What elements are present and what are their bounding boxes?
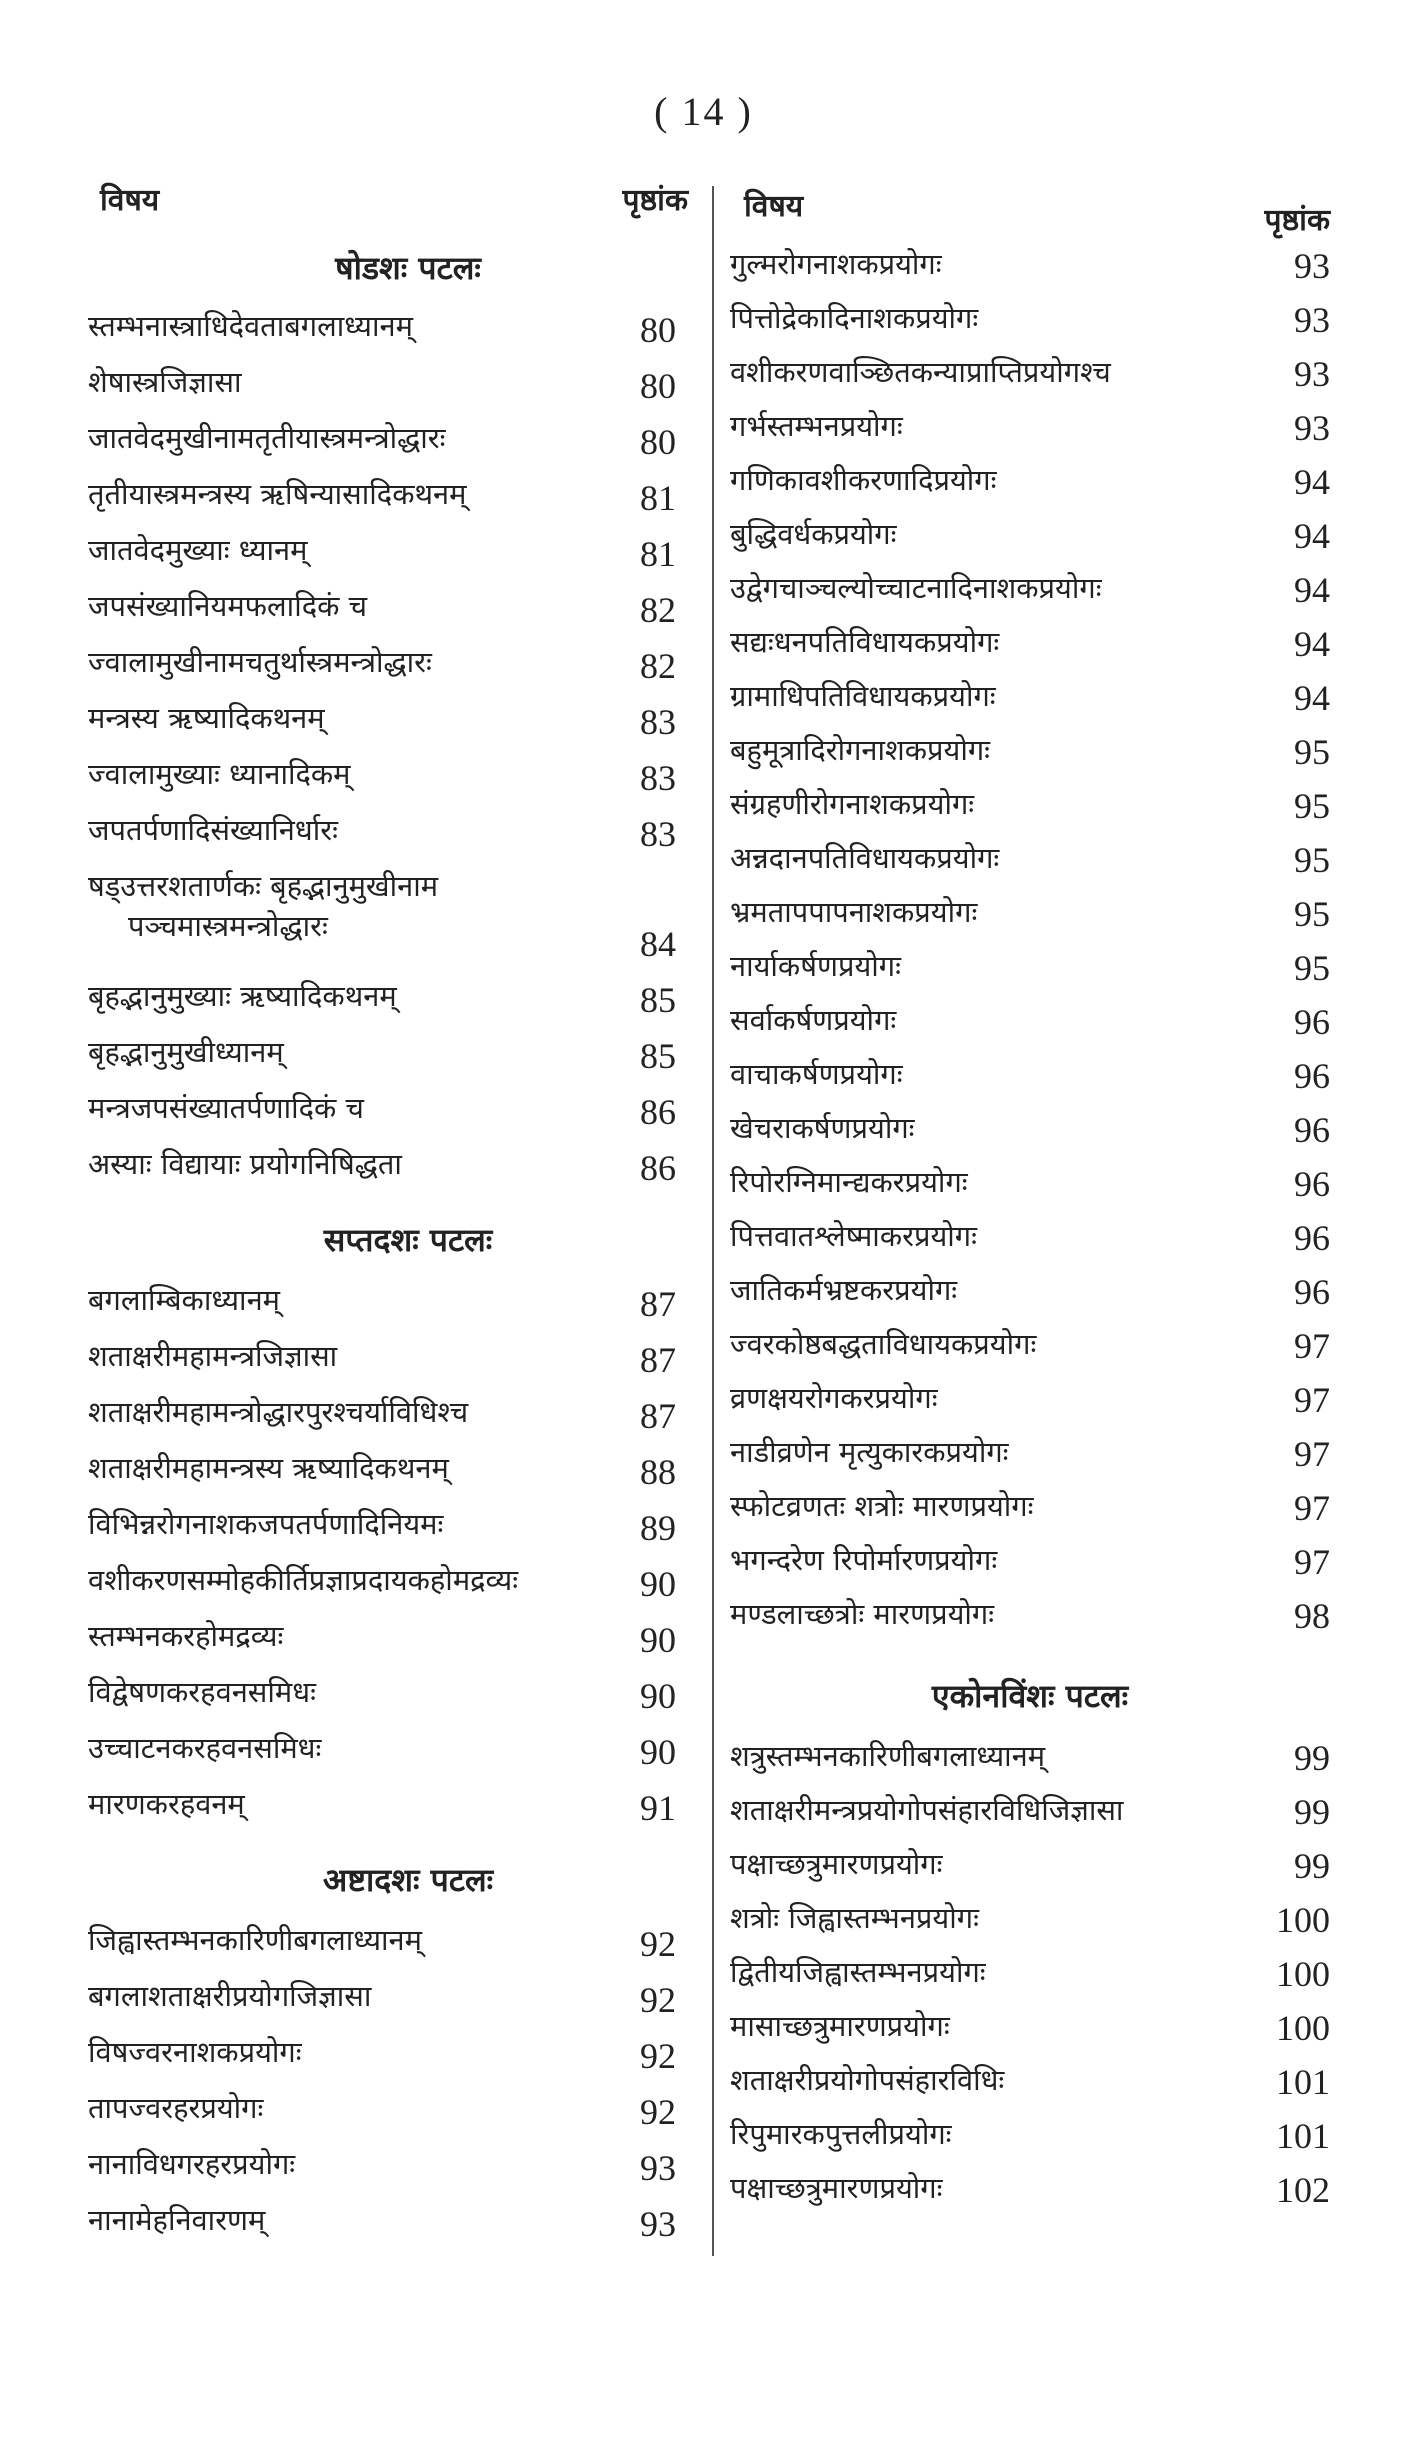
entry-page-number: 87 [640, 1340, 676, 1380]
section-title: सप्तदशः पटलः [323, 1221, 493, 1259]
entry-page-number: 90 [640, 1564, 676, 1604]
entry-text [88, 1616, 283, 1656]
entry-page-number: 83 [640, 814, 676, 854]
entry-page-number: 93 [640, 2204, 676, 2244]
entry-text [730, 2060, 1004, 2100]
entry-page-number: 99 [1294, 1846, 1330, 1886]
entry-text [730, 676, 996, 716]
entry-text [730, 514, 897, 554]
toc-entry [88, 804, 688, 860]
entry-text-line: पित्तवातश्लेष्माकरप्रयोगः [730, 1219, 977, 1253]
entry-text [730, 2168, 942, 2208]
entry-page-number: 100 [1276, 1900, 1330, 1940]
entry-text [730, 568, 1102, 608]
entry-text-line: मन्त्रस्य ऋष्यादिकथनम् [88, 701, 325, 735]
entry-text [730, 1270, 957, 1310]
entry-text-line: नानामेहनिवारणम् [88, 2203, 266, 2237]
entry-text [88, 306, 413, 346]
toc-entry [730, 940, 1330, 994]
toc-entry [730, 1534, 1330, 1588]
entry-text-line: जातिकर्मभ्रष्टकरप्रयोगः [730, 1273, 958, 1307]
entry-text [730, 352, 1111, 392]
toc-entry [88, 970, 688, 1026]
entry-text-line: षड्उत्तरशतार्णकः बृहद्भानुमुखीनाम [88, 869, 439, 903]
entry-text [88, 2032, 302, 2072]
toc-entry [730, 1156, 1330, 1210]
toc-entry [88, 356, 688, 412]
entry-text-line: मन्त्रजपसंख्यातर्पणादिकं च [88, 1091, 364, 1125]
entry-page-number: 95 [1294, 786, 1330, 826]
entry-text-line: गुल्मरोगनाशकप्रयोगः [730, 247, 942, 281]
page-number: ( 14 ) [654, 89, 753, 134]
entry-text-line: द्वितीयजिह्वास्तम्भनप्रयोगः [730, 1955, 986, 1989]
entry-text-line: पक्षाच्छत्रुमारणप्रयोगः [730, 1847, 943, 1881]
entry-text [88, 1784, 245, 1824]
toc-entry [730, 886, 1330, 940]
entry-text [88, 2088, 263, 2128]
entry-text-line: वशीकरणवाञ्छितकन्याप्राप्तिप्रयोगश्च [730, 355, 1111, 389]
entry-page-number: 92 [640, 1924, 676, 1964]
entry-text-line: मारणकरहवनम् [88, 1787, 245, 1821]
left-column [88, 178, 688, 2250]
toc-entry [730, 832, 1330, 886]
entry-page-number: 97 [1294, 1434, 1330, 1474]
entry-text [88, 1392, 468, 1432]
entry-text-line: शताक्षरीमन्त्रप्रयोगोपसंहारविधिजिज्ञासा [730, 1793, 1124, 1827]
entry-text-line: जातवेदमुख्याः ध्यानम् [88, 533, 308, 567]
entry-text-line: स्तम्भनकरहोमद्रव्यः [88, 1619, 284, 1653]
toc-entry [730, 670, 1330, 724]
entry-page-number: 90 [640, 1620, 676, 1660]
entry-text [88, 530, 307, 570]
entry-text-line: वशीकरणसम्मोहकीर्तिप्रज्ञाप्रदायकहोमद्रव्यः [88, 1563, 519, 1597]
entry-page-number: 83 [640, 702, 676, 742]
entry-text-line: तृतीयास्त्रमन्त्रस्य ऋषिन्यासादिकथनम् [88, 477, 467, 511]
toc-entry [730, 2054, 1330, 2108]
entry-page-number: 96 [1294, 1164, 1330, 1204]
toc-entry [88, 1970, 688, 2026]
entry-text-line: ज्वालामुख्याः ध्यानादिकम् [88, 757, 351, 791]
entry-page-number: 93 [1294, 408, 1330, 448]
entry-page-number: 97 [1294, 1542, 1330, 1582]
entry-text [730, 622, 999, 662]
toc-entry [730, 1480, 1330, 1534]
toc-entry [730, 724, 1330, 778]
toc-entry [88, 1666, 688, 1722]
toc-entry [88, 300, 688, 356]
entry-page-number: 97 [1294, 1326, 1330, 1366]
column-header [88, 178, 688, 238]
entry-text [730, 730, 990, 770]
entry-text-line: स्तम्भनास्त्राधिदेवताबगलाध्यानम् [88, 309, 413, 343]
entry-text [88, 418, 445, 458]
entry-text [88, 474, 466, 514]
entry-text-line: गणिकावशीकरणादिप्रयोगः [730, 463, 997, 497]
entry-text [730, 2114, 952, 2154]
entry-page-number: 87 [640, 1284, 676, 1324]
entry-page-number: 95 [1294, 894, 1330, 934]
toc-entry [730, 2000, 1330, 2054]
toc-entry [730, 1838, 1330, 1892]
entry-page-number: 102 [1276, 2170, 1330, 2210]
toc-entry [88, 1722, 688, 1778]
entry-text-line: खेचराकर्षणप्रयोगः [730, 1111, 915, 1145]
toc-entry [730, 778, 1330, 832]
entry-page-number: 87 [640, 1396, 676, 1436]
entry-text-line: जपसंख्यानियमफलादिकं च [88, 589, 368, 623]
entry-page-number: 101 [1276, 2062, 1330, 2102]
header-page: पृष्ठांक [622, 183, 688, 218]
entry-text-line: ज्वालामुखीनामचतुर्थास्त्रमन्त्रोद्धारः [88, 645, 432, 679]
toc-entry [730, 1588, 1330, 1642]
entry-text [88, 754, 350, 794]
toc-entry [88, 860, 688, 970]
toc-entry [730, 454, 1330, 508]
entry-page-number: 100 [1276, 2008, 1330, 2048]
entry-text-line: बृहद्भानुमुख्याः ऋष्यादिकथनम् [88, 979, 397, 1013]
entry-text [730, 892, 977, 932]
entry-page-number: 97 [1294, 1488, 1330, 1528]
entry-text [88, 1088, 364, 1128]
entry-text-line: शताक्षरीमहामन्त्रस्य ऋष्यादिकथनम् [88, 1451, 449, 1485]
entry-text [88, 698, 325, 738]
entry-text [730, 1898, 979, 1938]
entry-text [88, 1976, 371, 2016]
entry-text-line: मण्डलाच्छत्रोः मारणप्रयोगः [730, 1597, 995, 1631]
column-body [730, 238, 1330, 2216]
toc-entry [730, 1892, 1330, 1946]
entry-text [88, 1280, 280, 1320]
toc-entry [730, 1318, 1330, 1372]
entry-page-number: 99 [1294, 1792, 1330, 1832]
toc-entry [730, 2108, 1330, 2162]
entry-text [730, 1844, 942, 1884]
entry-page-number: 94 [1294, 516, 1330, 556]
toc-entry [730, 1372, 1330, 1426]
entry-text [730, 298, 978, 338]
entry-page-number: 96 [1294, 1110, 1330, 1150]
entry-page-number: 96 [1294, 1218, 1330, 1258]
entry-page-number: 90 [640, 1732, 676, 1772]
entry-page-number: 98 [1294, 1596, 1330, 1636]
toc-entry [88, 1442, 688, 1498]
toc-entry [730, 346, 1330, 400]
entry-text [88, 1144, 402, 1184]
toc-entry [88, 580, 688, 636]
entry-page-number: 92 [640, 1980, 676, 2020]
entry-text-line: संग्रहणीरोगनाशकप्रयोगः [730, 787, 975, 821]
entry-page-number: 80 [640, 310, 676, 350]
toc-entry [730, 1426, 1330, 1480]
toc-entry [88, 1026, 688, 1082]
entry-text [88, 976, 397, 1016]
toc-entry [88, 412, 688, 468]
right-column [730, 178, 1330, 2216]
entry-page-number: 85 [640, 1036, 676, 1076]
entry-text [730, 1216, 977, 1256]
column-header [730, 178, 1330, 238]
entry-page-number: 82 [640, 590, 676, 630]
entry-text-line: वाचाकर्षणप्रयोगः [730, 1057, 903, 1091]
entry-text [730, 1324, 1036, 1364]
entry-text [730, 460, 996, 500]
entry-text-line: सद्यःधनपतिविधायकप्रयोगः [730, 625, 1000, 659]
entry-text-continuation: पञ्चमास्त्रमन्त्रोद्धारः [128, 909, 328, 943]
toc-entry [88, 636, 688, 692]
entry-text [88, 1728, 321, 1768]
toc-entry [88, 1274, 688, 1330]
entry-text-line: बगलाम्बिकाध्यानम् [88, 1283, 281, 1317]
entry-text [730, 1054, 903, 1094]
entry-text-line: बहुमूत्रादिरोगनाशकप्रयोगः [730, 733, 991, 767]
toc-entry [730, 1946, 1330, 2000]
entry-page-number: 94 [1294, 624, 1330, 664]
entry-page-number: 97 [1294, 1380, 1330, 1420]
entry-page-number: 81 [640, 534, 676, 574]
entry-page-number: 93 [640, 2148, 676, 2188]
entry-text-line: नाडीव्रणेन मृत्युकारकप्रयोगः [730, 1435, 1009, 1469]
entry-page-number: 93 [1294, 300, 1330, 340]
toc-entry [88, 1778, 688, 1834]
entry-page-number: 93 [1294, 246, 1330, 286]
header-subject: विषय [100, 183, 160, 218]
entry-text [730, 244, 942, 284]
toc-entry [88, 1610, 688, 1666]
entry-text [730, 1378, 938, 1418]
entry-text-line: ग्रामाधिपतिविधायकप्रयोगः [730, 679, 996, 713]
entry-text-line: नानाविधगरहरप्रयोगः [88, 2147, 296, 2181]
entry-text [730, 1736, 1045, 1776]
toc-entry [730, 1102, 1330, 1156]
entry-text-line: बुद्धिवर्धकप्रयोगः [730, 517, 897, 551]
entry-page-number: 96 [1294, 1272, 1330, 1312]
entry-page-number: 101 [1276, 2116, 1330, 2156]
entry-page-number: 90 [640, 1676, 676, 1716]
header-page: पृष्ठांक [1264, 203, 1330, 238]
entry-text-line: शत्रुस्तम्भनकारिणीबगलाध्यानम् [730, 1739, 1046, 1773]
section-title: अष्टादशः पटलः [322, 1861, 494, 1899]
entry-text [88, 642, 432, 682]
entry-text-line: मासाच्छत्रुमारणप्रयोगः [730, 2009, 950, 2043]
toc-entry [88, 1082, 688, 1138]
entry-text [730, 1540, 997, 1580]
entry-text-line: रिपोरग्निमान्द्यकरप्रयोगः [730, 1165, 968, 1199]
toc-entry [730, 1210, 1330, 1264]
entry-text [730, 838, 999, 878]
entry-page-number: 84 [640, 924, 676, 964]
entry-text [730, 1108, 915, 1148]
entry-page-number: 93 [1294, 354, 1330, 394]
entry-text [730, 2006, 950, 2046]
entry-text-line: तापज्वरहरप्रयोगः [88, 2091, 264, 2125]
entry-text-line: उच्चाटनकरहवनसमिधः [88, 1731, 322, 1765]
toc-entry [88, 1138, 688, 1194]
entry-text-line: रिपुमारकपुत्तलीप्रयोगः [730, 2117, 952, 2151]
toc-entry [88, 2082, 688, 2138]
entry-text-line: भ्रमतापपापनाशकप्रयोगः [730, 895, 978, 929]
toc-entry [730, 238, 1330, 292]
section-title: षोडशः पटलः [335, 249, 481, 287]
entry-text-line: व्रणक्षयरोगकरप्रयोगः [730, 1381, 938, 1415]
entry-text-line: बृहद्भानुमुखीध्यानम् [88, 1035, 284, 1069]
entry-page-number: 96 [1294, 1056, 1330, 1096]
toc-entry [88, 1386, 688, 1442]
entry-text-line: पक्षाच्छत्रुमारणप्रयोगः [730, 2171, 943, 2205]
entry-page-number: 88 [640, 1452, 676, 1492]
entry-text-line: गर्भस्तम्भनप्रयोगः [730, 409, 903, 443]
entry-text [88, 1560, 518, 1600]
entry-text-line: अस्याः विद्यायाः प्रयोगनिषिद्धता [88, 1147, 402, 1181]
entry-text [730, 1952, 986, 1992]
column-body [88, 244, 688, 2250]
toc-entry [730, 994, 1330, 1048]
entry-text-line: स्फोटव्रणतः शत्रोः मारणप्रयोगः [730, 1489, 1034, 1523]
entry-page-number: 95 [1294, 840, 1330, 880]
entry-text [730, 1000, 896, 1040]
toc-entry [88, 1330, 688, 1386]
entry-text-line: विभिन्नरोगनाशकजपतर्पणादिनियमः [88, 1507, 444, 1541]
entry-page-number: 85 [640, 980, 676, 1020]
entry-text [730, 1162, 968, 1202]
toc-entry [88, 468, 688, 524]
toc-entry [730, 1048, 1330, 1102]
entry-text [730, 1790, 1123, 1830]
entry-text-line: भगन्दरेण रिपोर्मारणप्रयोगः [730, 1543, 998, 1577]
entry-page-number: 95 [1294, 948, 1330, 988]
entry-text-line: शत्रोः जिह्वास्तम्भनप्रयोगः [730, 1901, 979, 1935]
toc-entry [88, 1914, 688, 1970]
entry-text [88, 2200, 265, 2240]
entry-text [730, 1594, 994, 1634]
entry-text-line: अन्नदानपतिविधायकप्रयोगः [730, 841, 1000, 875]
entry-text [730, 946, 901, 986]
section-title: एकोनविंशः पटलः [931, 1677, 1129, 1715]
entry-page-number: 81 [640, 478, 676, 518]
entry-text [88, 1336, 337, 1376]
toc-entry [88, 1554, 688, 1610]
entry-text [88, 1448, 449, 1488]
entry-text [88, 1032, 284, 1072]
toc-entry [88, 2138, 688, 2194]
entry-text [730, 1432, 1009, 1472]
entry-text-line: जपतर्पणादिसंख्यानिर्धारः [88, 813, 338, 847]
entry-text-line: शताक्षरीमहामन्त्रोद्धारपुरश्चर्याविधिश्च [88, 1395, 469, 1429]
entry-page-number: 95 [1294, 732, 1330, 772]
toc-entry [730, 1264, 1330, 1318]
entry-text-line: नार्याकर्षणप्रयोगः [730, 949, 901, 983]
entry-page-number: 83 [640, 758, 676, 798]
entry-text [730, 1486, 1033, 1526]
toc-entry [730, 2162, 1330, 2216]
entry-text [88, 362, 242, 402]
entry-text-line: शताक्षरीप्रयोगोपसंहारविधिः [730, 2063, 1005, 2097]
entry-text [730, 406, 903, 446]
entry-text [88, 1672, 316, 1712]
toc-entry [730, 1784, 1330, 1838]
toc-entry [88, 524, 688, 580]
entry-page-number: 99 [1294, 1738, 1330, 1778]
entry-text [88, 1504, 443, 1544]
entry-text-line: जातवेदमुखीनामतृतीयास्त्रमन्त्रोद्धारः [88, 421, 446, 455]
entry-text-line: उद्वेगचाञ्चल्योच्चाटनादिनाशकप्रयोगः [730, 571, 1102, 605]
entry-text [88, 1920, 422, 1960]
column-divider [712, 186, 714, 2256]
toc-entry [730, 1730, 1330, 1784]
entry-text-line: विषज्वरनाशकप्रयोगः [88, 2035, 302, 2069]
entry-page-number: 96 [1294, 1002, 1330, 1042]
entry-text-line: ज्वरकोष्ठबद्धताविधायकप्रयोगः [730, 1327, 1037, 1361]
toc-entry [730, 562, 1330, 616]
entry-page-number: 94 [1294, 462, 1330, 502]
entry-page-number: 89 [640, 1508, 676, 1548]
toc-entry [730, 400, 1330, 454]
toc-entry [88, 692, 688, 748]
entry-page-number: 92 [640, 2092, 676, 2132]
toc-entry [88, 748, 688, 804]
entry-page-number: 91 [640, 1788, 676, 1828]
entry-page-number: 80 [640, 366, 676, 406]
entry-text-line: विद्वेषणकरहवनसमिधः [88, 1675, 316, 1709]
toc-entry [730, 508, 1330, 562]
entry-text [88, 810, 338, 850]
entry-text [88, 2144, 295, 2184]
entry-page-number: 80 [640, 422, 676, 462]
toc-entry [88, 2194, 688, 2250]
entry-page-number: 92 [640, 2036, 676, 2076]
entry-page-number: 94 [1294, 678, 1330, 718]
entry-text [88, 866, 438, 946]
entry-page-number: 86 [640, 1148, 676, 1188]
toc-entry [88, 2026, 688, 2082]
entry-text [730, 784, 974, 824]
entry-text [88, 586, 367, 626]
entry-text-line: बगलाशताक्षरीप्रयोगजिज्ञासा [88, 1979, 372, 2013]
entry-text-line: पित्तोद्रेकादिनाशकप्रयोगः [730, 301, 979, 335]
entry-text-line: शेषास्त्रजिज्ञासा [88, 365, 242, 399]
toc-entry [730, 292, 1330, 346]
header-subject: विषय [744, 189, 804, 224]
entry-page-number: 100 [1276, 1954, 1330, 1994]
toc-entry [88, 1498, 688, 1554]
entry-page-number: 86 [640, 1092, 676, 1132]
toc-entry [730, 616, 1330, 670]
entry-page-number: 82 [640, 646, 676, 686]
entry-page-number: 94 [1294, 570, 1330, 610]
entry-text-line: सर्वाकर्षणप्रयोगः [730, 1003, 897, 1037]
entry-text-line: शताक्षरीमहामन्त्रजिज्ञासा [88, 1339, 338, 1373]
entry-text-line: जिह्वास्तम्भनकारिणीबगलाध्यानम् [88, 1923, 422, 1957]
